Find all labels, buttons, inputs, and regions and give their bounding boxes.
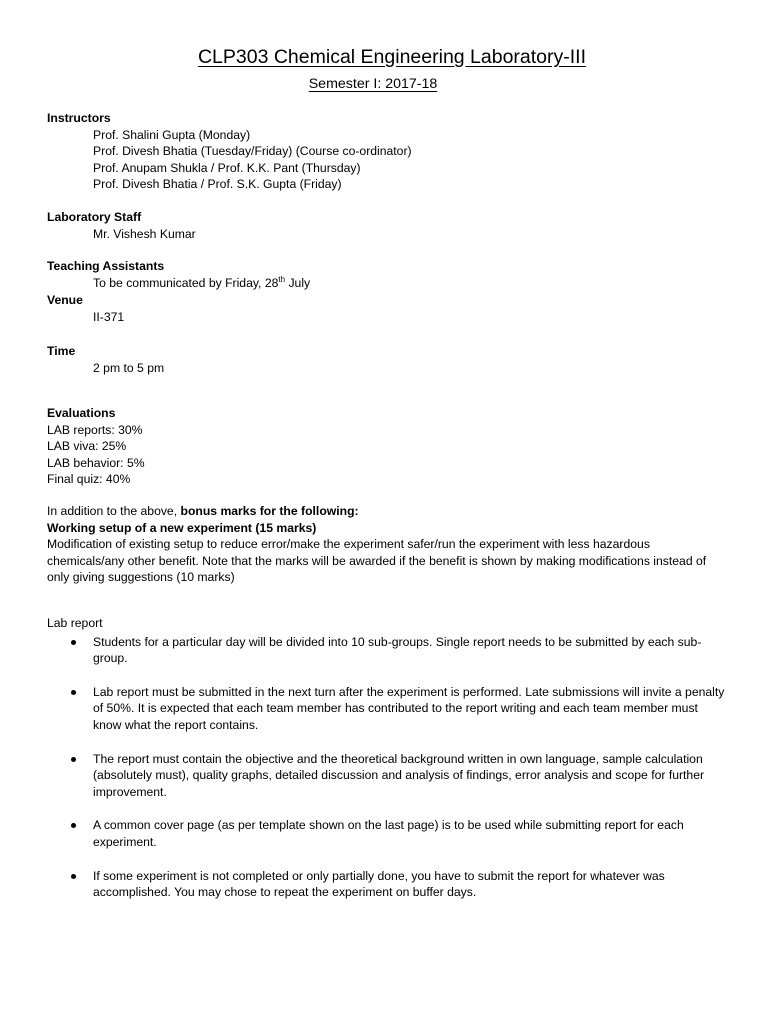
evaluations-section <box>47 405 737 488</box>
bonus-item-new-experiment: Working setup of a new experiment (15 marks) <box>47 520 317 535</box>
evaluations-heading: Evaluations <box>47 406 116 420</box>
ta-text-before: To be communicated by Friday, 28 <box>93 275 279 290</box>
bullet-icon <box>71 823 76 828</box>
list-item-text: If some experiment is not completed or only partially done, you have to submit the report for whatever was accomplished. You may chose to repeat the experiment on buffer days. <box>93 868 665 900</box>
list-item-text: A common cover page (as per template shown on the last page) is to be used while submitting report for each experiment. <box>93 818 684 849</box>
bonus-intro <box>47 503 737 520</box>
lab-report-section <box>47 615 737 918</box>
list-item <box>47 684 729 734</box>
bonus-section <box>47 503 737 586</box>
venue-value: II-371 <box>93 309 125 324</box>
ta-section <box>47 258 737 291</box>
ta-text <box>47 275 737 292</box>
ta-text-sup: th <box>278 274 286 284</box>
bonus-intro-plain: In addition to the above, <box>47 504 181 518</box>
evaluation-item: LAB viva: 25% <box>47 439 127 454</box>
document-title: CLP303 Chemical Engineering Laboratory-III <box>197 46 587 68</box>
instructors-heading: Instructors <box>47 111 111 125</box>
list-item <box>47 634 729 667</box>
evaluation-item: LAB reports: 30% <box>47 422 143 437</box>
list-item <box>47 817 729 850</box>
instructors-section <box>47 110 737 193</box>
lab-report-list <box>47 634 737 901</box>
evaluation-item: Final quiz: 40% <box>47 472 131 487</box>
staff-section <box>47 209 737 242</box>
instructor-item: Prof. Divesh Bhatia (Tuesday/Friday) (Course co-ordinator) <box>93 144 412 159</box>
time-value: 2 pm to 5 pm <box>93 360 165 375</box>
time-heading: Time <box>47 344 76 358</box>
instructor-item: Prof. Divesh Bhatia / Prof. S.K. Gupta (Friday) <box>93 177 342 192</box>
venue-section <box>47 292 737 325</box>
bullet-icon <box>71 757 76 762</box>
instructor-item: Prof. Anupam Shukla / Prof. K.K. Pant (Thursday) <box>93 160 361 175</box>
list-item-text: Lab report must be submitted in the next turn after the experiment is performed. Late submissions will invite a penalty of 50%. It is expected that each team member has contributed to the report writing and each team member must know what the report contains. <box>93 684 725 732</box>
bonus-intro-bold: bonus marks for the following: <box>180 504 359 518</box>
ta-text-after: July <box>285 275 311 290</box>
staff-heading: Laboratory Staff <box>47 210 142 224</box>
lab-report-heading: Lab report <box>47 616 103 630</box>
staff-name: Mr. Vishesh Kumar <box>93 226 196 241</box>
venue-heading: Venue <box>47 293 83 307</box>
bonus-item-modification: Modification of existing setup to reduce error/make the experiment safer/run the experiment with less hazardous chemicals/any other benefit. Note that the marks will be awarded if the benefit is shown by making modifications instead of only giving suggestions (10 marks) <box>47 537 707 585</box>
semester-subtitle: Semester I: 2017-18 <box>308 76 438 92</box>
ta-heading: Teaching Assistants <box>47 259 165 273</box>
list-item <box>47 868 729 901</box>
list-item-text: Students for a particular day will be divided into 10 sub-groups. Single report needs to be submitted by each sub-group. <box>93 634 702 666</box>
list-item <box>47 751 729 801</box>
time-section <box>47 343 737 376</box>
bullet-icon <box>71 690 76 695</box>
bullet-icon <box>71 874 76 879</box>
bullet-icon <box>71 640 76 645</box>
evaluation-item: LAB behavior: 5% <box>47 455 145 470</box>
list-item-text: The report must contain the objective and the theoretical background written in own language, sample calculation (absolutely must), quality graphs, detailed discussion and analysis of findings, error analysis and scope for further improvement. <box>93 751 705 799</box>
instructor-item: Prof. Shalini Gupta (Monday) <box>93 127 251 142</box>
